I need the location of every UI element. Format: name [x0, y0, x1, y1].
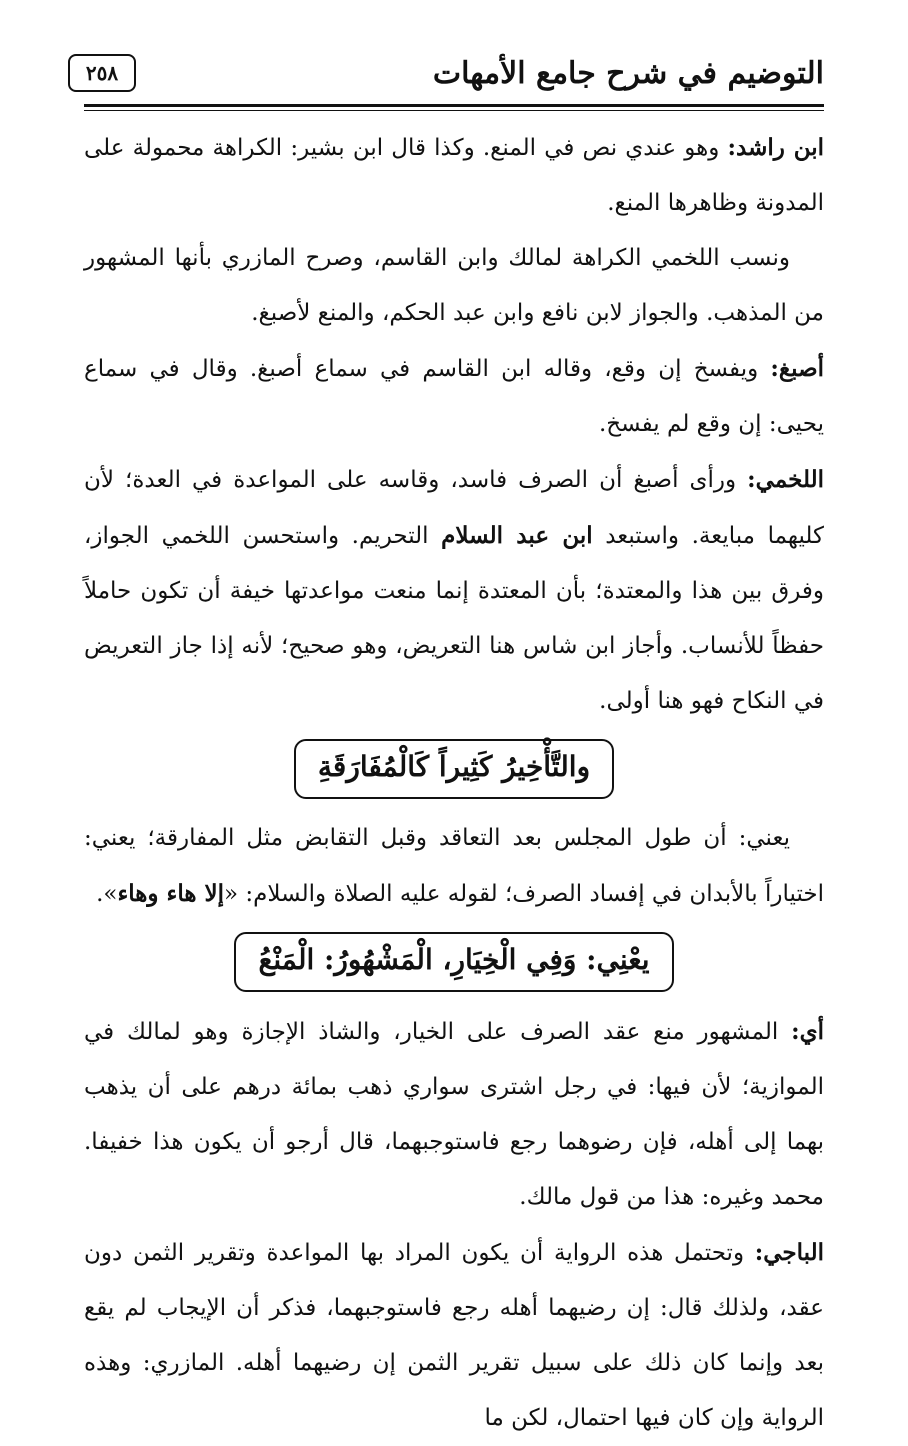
page-body: [84, 120, 824, 1446]
text-run: التحريم. واستحسن اللخمي الجواز، وفرق بين هذا والمعتدة؛ بأن المعتدة إنما منعت مواعدتها خيفة أن تكون حاملاً حفظاً للأنساب. وأجاز ابن شاس هنا التعريض، وهو صحيح؛ لأنه إذا جاز التعريض في النكاح فهو هنا أولى.: [84, 523, 824, 714]
header-rule: [84, 104, 824, 107]
paragraph: [84, 811, 824, 922]
paragraph: [84, 231, 824, 341]
speaker-name: اللخمي:: [747, 466, 824, 493]
paragraph: [84, 452, 824, 729]
speaker-name: أصبغ:: [770, 355, 824, 382]
running-title: التوضيم في شرح جامع الأمهات: [432, 55, 824, 91]
bold-phrase: إلا هاء وهاء: [117, 880, 225, 907]
speaker-name: ابن راشد:: [727, 134, 824, 161]
text-run: ورأى أصبغ أن الصرف فاسد، وقاسه على المواعدة في العدة؛ لأن كليهما مبايعة. واستبعد: [84, 467, 824, 549]
bold-phrase: ابن عبد السلام: [441, 522, 593, 549]
paragraph: [84, 341, 824, 452]
text-run: ونسب اللخمي الكراهة لمالك وابن القاسم، وصرح المازري بأنها المشهور من المذهب. والجواز لابن نافع وابن عبد الحكم، والمنع لأصبغ.: [84, 245, 824, 326]
header-rule-thin: [84, 110, 824, 111]
speaker-name: أي:: [791, 1018, 824, 1045]
text-run: المشهور منع عقد الصرف على الخيار، والشاذ الإجازة وهو لمالك في الموازية؛ لأن فيها: في رجل اشترى سواري ذهب بمائة درهم على أن يذهب بهما إلى أهله، فإن رضوهما رجع فاستوجبهما، قال أرجو أن يكون هذا خفيفا. محمد وغيره: هذا من قول مالك.: [84, 1019, 824, 1210]
paragraph: [84, 1004, 824, 1225]
paragraph: [84, 120, 824, 231]
paragraph: [84, 1225, 824, 1446]
text-run: يعني: أن طول المجلس بعد التعاقد وقبل التقابض مثل المفارقة؛ يعني: اختياراً بالأبدان في إفساد الصرف؛ لقوله عليه الصلاة والسلام: «: [84, 825, 824, 907]
matn-heading: يعْنِي: وَفِي الْخِيَارِ، الْمَشْهُورُ: الْمَنْعُ: [234, 932, 673, 992]
speaker-name: الباجي:: [754, 1239, 824, 1266]
matn-heading-wrap: [84, 932, 824, 992]
page-header: [68, 40, 824, 106]
text-run: وهو عندي نص في المنع. وكذا قال ابن بشير: الكراهة محمولة على المدونة وظاهرها المنع.: [84, 135, 824, 216]
page-number: ٢٥٨: [68, 54, 136, 92]
matn-heading-wrap: [84, 739, 824, 799]
text-run: ويفسخ إن وقع، وقاله ابن القاسم في سماع أصبغ. وقال في سماع يحيى: إن وقع لم يفسخ.: [84, 356, 824, 437]
text-run: ».: [96, 881, 118, 907]
text-run: وتحتمل هذه الرواية أن يكون المراد بها المواعدة وتقرير الثمن دون عقد، ولذلك قال: إن رضيهما أهله رجع فاستوجبهما، فذكر أن الإيجاب لم يقع بعد وإنما كان ذلك على سبيل تقرير الثمن إن رضيهما أهله. المازري: وهذه الرواية وإن كان فيها احتمال، لكن ما: [84, 1240, 824, 1431]
matn-heading: والتَّأْخِيرُ كَثِيراً كَالْمُفَارَقَةِ: [294, 739, 614, 799]
